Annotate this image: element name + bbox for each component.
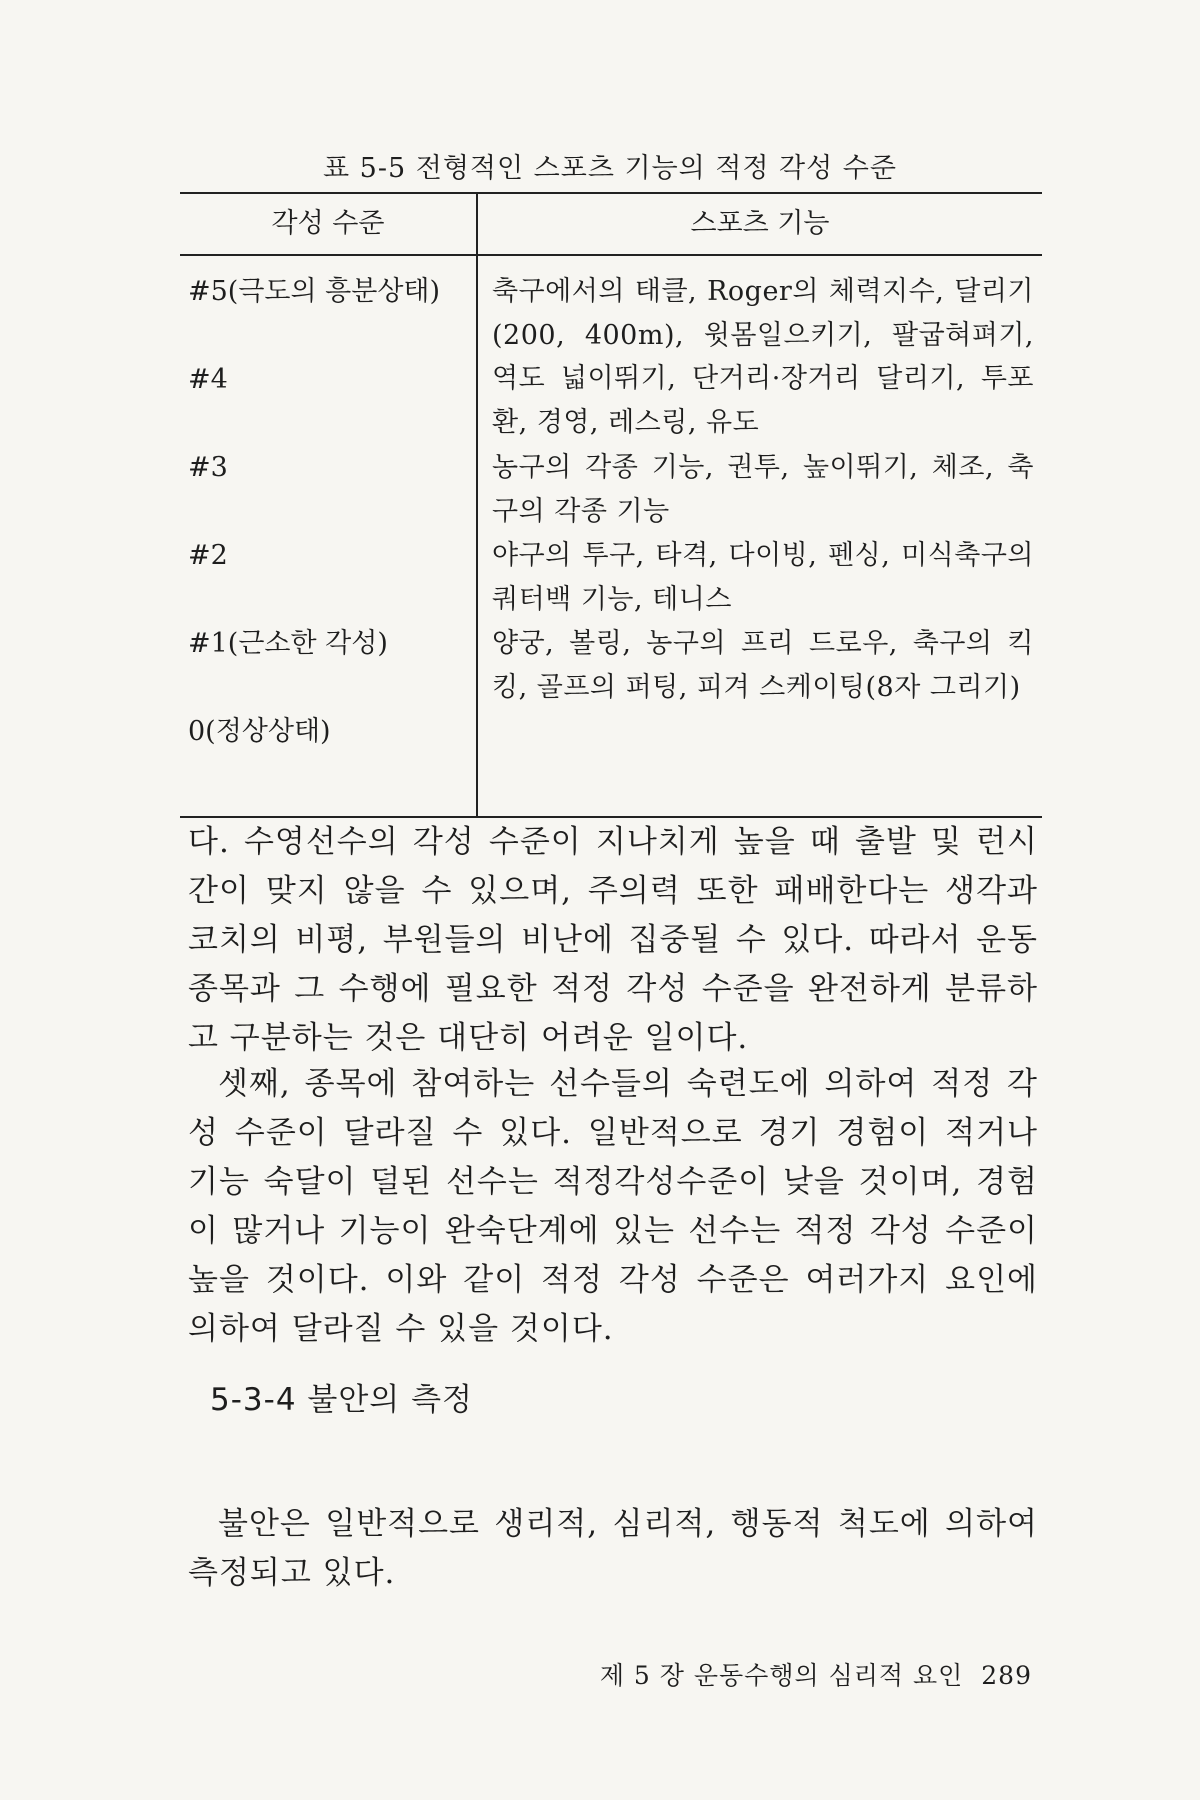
arousal-level-table bbox=[180, 192, 1042, 818]
table-row bbox=[180, 534, 1042, 622]
arousal-level-cell: 0(정상상태) bbox=[180, 710, 477, 817]
table-row bbox=[180, 622, 1042, 710]
arousal-level-cell: #4 bbox=[180, 358, 477, 446]
sport-skills-cell: 농구의 각종 기능, 권투, 높이뛰기, 체조, 축구의 각종 기능 bbox=[492, 452, 1034, 527]
body-paragraph: 셋째, 종목에 참여하는 선수들의 숙련도에 의하여 적정 각성 수준이 달라질 수 있다. 일반적으로 경기 경험이 적거나 기능 숙달이 덜된 선수는 적정각성수준이 낮을 것이며, 경험이 많거나 기능이 완숙단계에 있는 선수는 적정 각성 수준이 높을 것이다. 이와 같이 적정 각성 수준은 여러가지 요인에 의하여 달라질 수 있을 것이다. bbox=[188, 1066, 1038, 1347]
sport-skills-cell: 야구의 투구, 타격, 다이빙, 펜싱, 미식축구의 쿼터백 기능, 테니스 bbox=[492, 540, 1034, 615]
table-row bbox=[180, 710, 1042, 817]
table-caption: 표 5-5 전형적인 스포츠 기능의 적정 각성 수준 bbox=[323, 153, 897, 184]
running-chapter-title: 제 5 장 운동수행의 심리적 요인 bbox=[599, 1661, 964, 1690]
body-paragraph: 다. 수영선수의 각성 수준이 지나치게 높을 때 출발 및 런시간이 맞지 않을 수 있으며, 주의력 또한 패배한다는 생각과 코치의 비평, 부원들의 비난에 집중될 수 있다. 따라서 운동종목과 그 수행에 필요한 적정 각성 수준을 완전하게 분류하고 구분하는 것은 대단히 어려운 일이다. bbox=[188, 824, 1038, 1056]
sport-skills-cell bbox=[477, 710, 1042, 817]
arousal-level-cell: #2 bbox=[180, 534, 477, 622]
table-row bbox=[180, 255, 1042, 358]
arousal-level-cell: #1(근소한 각성) bbox=[180, 622, 477, 710]
body-paragraph: 불안은 일반적으로 생리적, 심리적, 행동적 척도에 의하여 측정되고 있다. bbox=[188, 1506, 1038, 1591]
section-heading: 5-3-4 불안의 측정 bbox=[210, 1382, 473, 1418]
table-row bbox=[180, 446, 1042, 534]
table-header-row bbox=[180, 193, 1042, 255]
sport-skills-cell: 양궁, 볼링, 농구의 프리 드로우, 축구의 킥킹, 골프의 퍼팅, 피겨 스케이팅(8자 그리기) bbox=[492, 628, 1034, 703]
page-number: 289 bbox=[981, 1661, 1032, 1690]
arousal-level-cell: #3 bbox=[180, 446, 477, 534]
header-sport-skills: 스포츠 기능 bbox=[477, 193, 1042, 255]
page-footer bbox=[600, 1656, 1032, 1692]
header-arousal-level: 각성 수준 bbox=[180, 193, 477, 255]
arousal-table-container bbox=[180, 192, 1042, 818]
sport-skills-cell: 축구에서의 태클, Roger의 체력지수, 달리기(200, 400m), 윗몸일으키기, 팔굽혀펴기, 역도 넓이뛰기, 단거리·장거리 달리기, 투포환, 경영, 레스링, 유도 bbox=[492, 276, 1034, 439]
arousal-level-cell: #5(극도의 흥분상태) bbox=[180, 255, 477, 358]
